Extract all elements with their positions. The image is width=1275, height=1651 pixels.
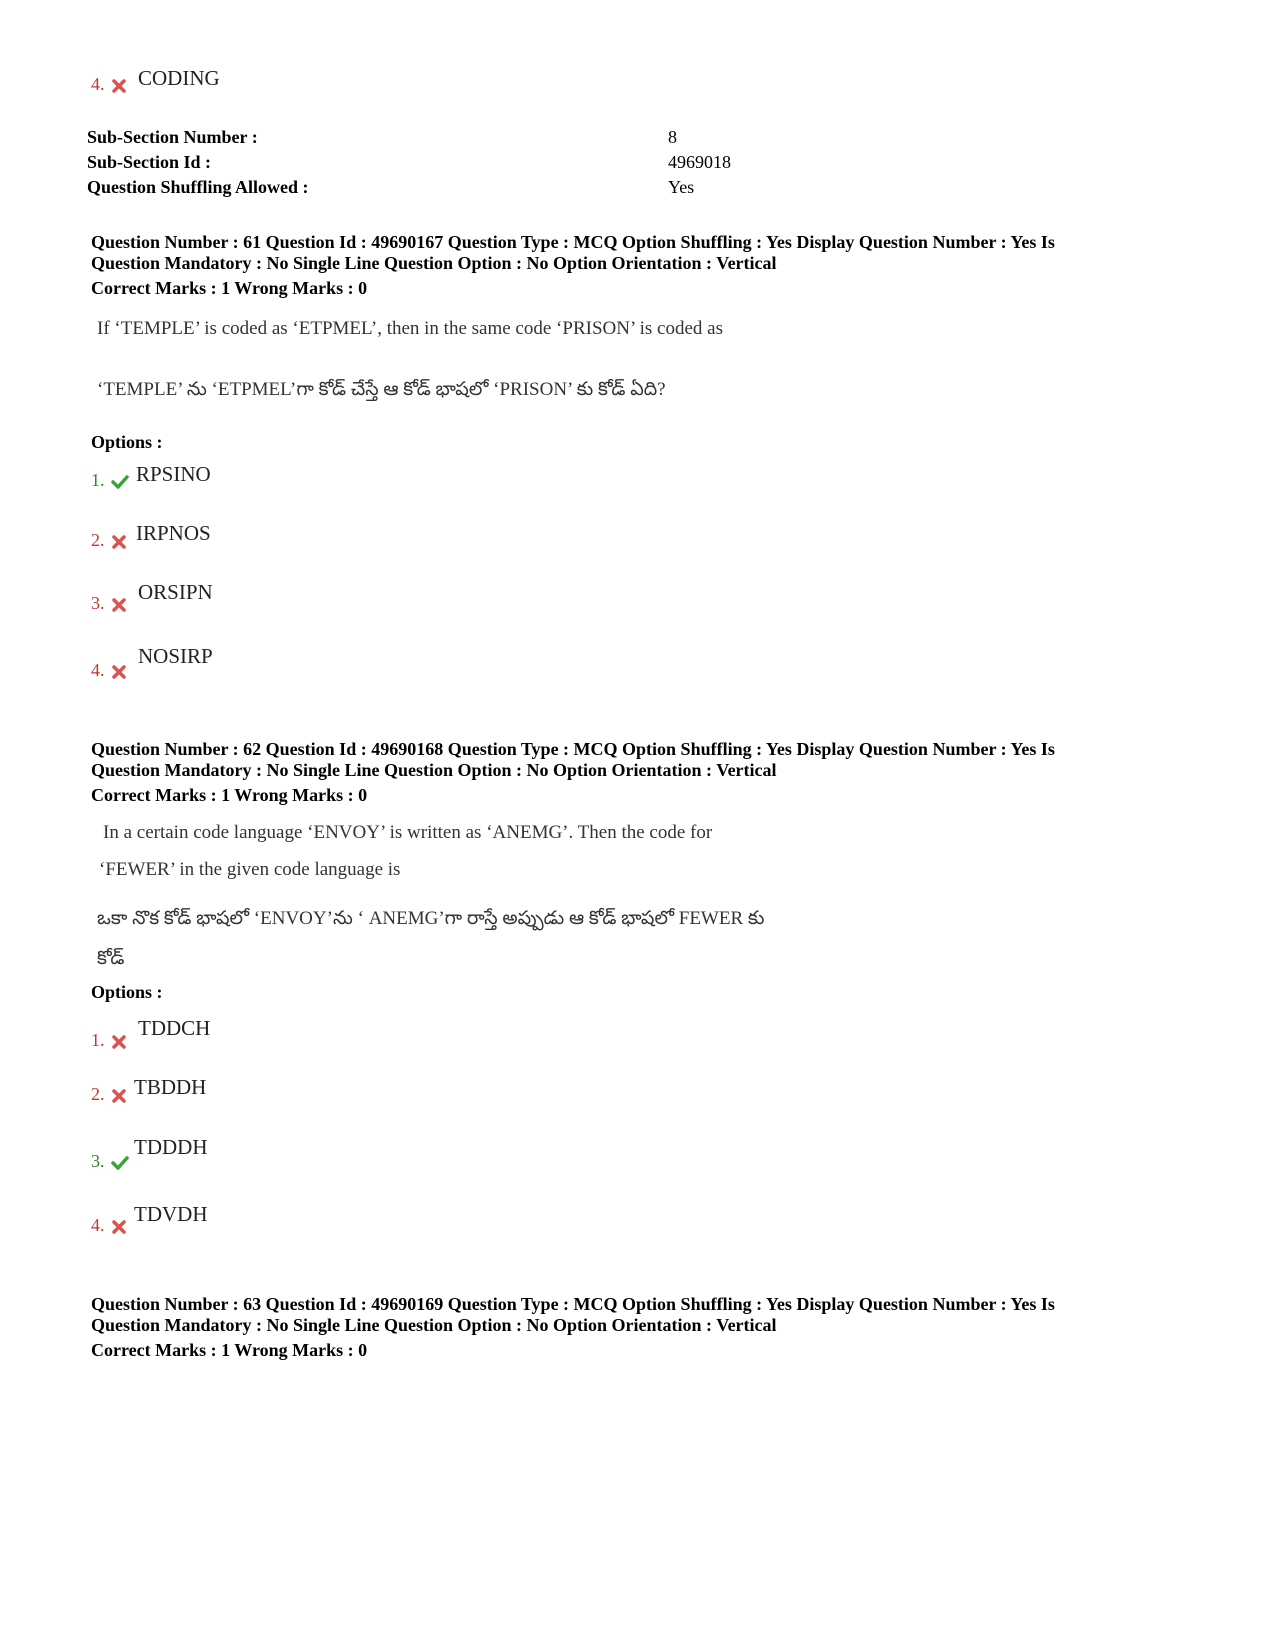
option-item <box>91 1030 127 1051</box>
cross-icon <box>111 664 127 680</box>
question-meta-line: Question Number : 62 Question Id : 49690168 Question Type : MCQ Option Shuffling : Yes Display Question Number : Yes Is <box>91 739 1055 759</box>
options-label: Options : <box>91 432 163 452</box>
cross-icon <box>111 1034 127 1050</box>
option-item <box>91 1151 127 1172</box>
option-number: 4. <box>91 74 105 94</box>
option-number: 4. <box>91 660 105 680</box>
question-meta-line: Question Mandatory : No Single Line Question Option : No Option Orientation : Vertical <box>91 760 777 780</box>
cross-icon <box>111 534 127 550</box>
option-text: NOSIRP <box>138 644 213 668</box>
option-item <box>91 530 127 551</box>
question-text-telugu: ఒకా నొక కోడ్ భాషలో ‘ENVOY’ను ‘ ANEMG’గా రాస్తే అప్పుడు ఆ కోడ్ భాషలో FEWER కు <box>97 908 765 929</box>
subsection-id-label: Sub-Section Id : <box>87 152 212 172</box>
question-text-english: ‘FEWER’ in the given code language is <box>99 859 401 880</box>
option-text: TDDCH <box>138 1016 211 1040</box>
subsection-number-value: 8 <box>668 127 677 147</box>
question-shuffle-label: Question Shuffling Allowed : <box>87 177 309 197</box>
option-text: TDVDH <box>134 1202 208 1226</box>
option-item <box>91 74 127 95</box>
option-item <box>91 470 127 491</box>
cross-icon <box>111 1219 127 1235</box>
question-meta-line: Question Mandatory : No Single Line Question Option : No Option Orientation : Vertical <box>91 1315 777 1335</box>
option-number: 3. <box>91 1151 105 1171</box>
question-marks: Correct Marks : 1 Wrong Marks : 0 <box>91 278 368 298</box>
option-number: 1. <box>91 470 105 490</box>
options-label: Options : <box>91 982 163 1002</box>
question-meta-line: Question Number : 63 Question Id : 49690169 Question Type : MCQ Option Shuffling : Yes Display Question Number : Yes Is <box>91 1294 1055 1314</box>
option-item <box>91 593 127 614</box>
question-text-english: In a certain code language ‘ENVOY’ is written as ‘ANEMG’. Then the code for <box>103 822 713 843</box>
option-text: RPSINO <box>136 462 211 486</box>
question-marks: Correct Marks : 1 Wrong Marks : 0 <box>91 1340 368 1360</box>
option-number: 2. <box>91 1084 105 1104</box>
option-item <box>91 660 127 681</box>
check-icon <box>111 1155 127 1171</box>
option-item <box>91 1084 127 1105</box>
question-text-telugu: కోడ్ <box>97 948 125 969</box>
option-text: IRPNOS <box>136 521 211 545</box>
question-text-english: If ‘TEMPLE’ is coded as ‘ETPMEL’, then in the same code ‘PRISON’ is coded as <box>97 318 723 339</box>
option-text: TDDDH <box>134 1135 208 1159</box>
option-number: 3. <box>91 593 105 613</box>
question-marks: Correct Marks : 1 Wrong Marks : 0 <box>91 785 368 805</box>
option-item <box>91 1215 127 1236</box>
option-number: 1. <box>91 1030 105 1050</box>
option-number: 2. <box>91 530 105 550</box>
cross-icon <box>111 78 127 94</box>
option-text: CODING <box>138 66 220 90</box>
cross-icon <box>111 1088 127 1104</box>
question-shuffle-value: Yes <box>668 177 695 197</box>
option-number: 4. <box>91 1215 105 1235</box>
subsection-id-value: 4969018 <box>668 152 731 172</box>
question-meta-line: Question Mandatory : No Single Line Question Option : No Option Orientation : Vertical <box>91 253 777 273</box>
check-icon <box>111 474 127 490</box>
cross-icon <box>111 597 127 613</box>
option-text: ORSIPN <box>138 580 213 604</box>
option-text: TBDDH <box>134 1075 207 1099</box>
question-meta-line: Question Number : 61 Question Id : 49690167 Question Type : MCQ Option Shuffling : Yes Display Question Number : Yes Is <box>91 232 1055 252</box>
question-text-telugu: ‘TEMPLE’ ను ‘ETPMEL’గా కోడ్ చేస్తే ఆ కోడ్ భాషలో ‘PRISON’ కు కోడ్ ఏది? <box>97 379 666 400</box>
subsection-number-label: Sub-Section Number : <box>87 127 258 147</box>
